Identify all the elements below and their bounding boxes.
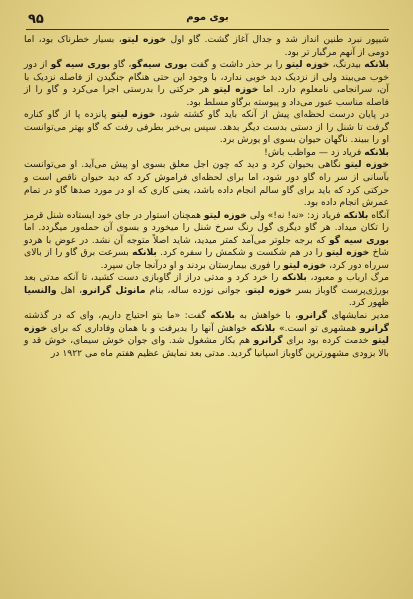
bold-name: گرانرو bbox=[253, 335, 283, 347]
text-run: را در هم شکست و شکمش را سفره کرد. bbox=[156, 247, 326, 259]
body-text bbox=[24, 34, 389, 589]
paragraph bbox=[24, 59, 389, 109]
text-run: هم بکار مشغول شد. وای جوان خوش سیمای، خوش قد و بالا بزودی مشهورترین گاوباز اسپانیا گردید. مدتی بعد نمایش عظیم هفتم ماه می ۱۹۲۲ در bbox=[24, 335, 389, 359]
text-run: فریاد زد: «نه! نه!» ولی bbox=[246, 209, 344, 221]
text-run: همشهری تو است.» bbox=[275, 322, 360, 334]
bold-name: خوزه لیتو bbox=[110, 109, 156, 121]
paragraph bbox=[24, 147, 389, 160]
bold-name: بلانکه bbox=[132, 247, 157, 259]
bold-name: بوری سیه گو bbox=[50, 59, 111, 71]
text-run: از دور خوب می‌بیند ولی از نزدیک دید خوبی ندارد، با وجود این حتی هنگام جنگیدن از فاصله نزدیک با آن، سرانجامی نامعلوم دارد. اما bbox=[24, 59, 389, 96]
bold-name: خوزه لیتو bbox=[121, 34, 167, 45]
text-run: نگاهی بحیوان کرد و دید که چون اجل معلق بسوی او پیش می‌آید. او می‌توانست بآسانی از سر راه گاو دور شود، اما برای لحظه‌ای فراموش کرد که دید حیوان ناقص است و حرکتی کرد که باید برای گاو سالم انجام داده باشد، یعنی کاری که او در مورد صدها گاو در تمام عمرش انجام داده بود. bbox=[24, 159, 389, 209]
bold-name: خوزه لیتو bbox=[283, 259, 327, 271]
header-rule bbox=[26, 29, 389, 30]
bold-name: بلانکه bbox=[250, 322, 276, 334]
text-run: را خرد کرد و مدتی دراز از گاوبازی دست کشید، تا آنکه مدتی بعد بورژی‌پرست گاوباز بسر bbox=[24, 272, 389, 296]
paragraph bbox=[24, 159, 389, 209]
text-run: فریاد زد — مواظب باش! bbox=[264, 146, 365, 158]
text-run: را فوری بیمارستان بردند و او درآنجا جان سپرد. bbox=[100, 259, 284, 271]
bold-name: خوزه لیتو bbox=[24, 322, 389, 347]
bold-name: مانوئل گرانرو bbox=[82, 284, 146, 296]
text-run: ، جوانی نوزده ساله، بنام bbox=[145, 284, 248, 296]
bold-name: خوزه لیتو bbox=[247, 284, 292, 296]
bold-name: بوری سیه گو bbox=[329, 234, 389, 246]
bold-name: خوزه لیتو bbox=[325, 247, 370, 259]
text-run: مدیر نمایشهای bbox=[327, 310, 390, 322]
text-run: ، بسیار خطرناک بود، اما دومی از آنهم مرگبار تر بود. bbox=[24, 34, 389, 58]
bold-name: بلانکه bbox=[282, 272, 307, 284]
text-run: خدمت کرده بود برای bbox=[282, 335, 373, 347]
text-run: گفت: «ما بتو احتیاج داریم، وای که در گذشته bbox=[24, 310, 211, 322]
text-run: پانزده پا از گاو کناره گرفت تا شنل را از دستی بدست دیگر بدهد. سپس بی‌خبر بطرفی رفت که گاو بهتر می‌توانست او را ببیند. ناگهان حیوان بسوی او یورش برد. bbox=[24, 109, 389, 146]
paragraph bbox=[24, 310, 389, 360]
bold-name: بلانکه bbox=[364, 146, 389, 158]
text-run: در پایان درست لحظه‌ای پیش از آنکه باید گاو کشته شود، bbox=[155, 109, 389, 121]
bold-name: خوزه لیتو bbox=[344, 159, 389, 171]
text-run: را بر حذر داشت و گفت bbox=[187, 59, 286, 71]
text-run: بیدرنگ، bbox=[329, 59, 365, 71]
bold-name: بلانکه bbox=[210, 310, 235, 322]
running-title: بوی موم bbox=[186, 12, 229, 23]
text-run: هر حرکتی را بدرستی اجرا می‌کرد و گاو را از فاصله مناسب عبور می‌داد و پیوسته برگاو مسلط بود. bbox=[24, 84, 389, 108]
bold-name: خوزه لیتو bbox=[213, 84, 259, 96]
text-run: ، با خواهش به bbox=[235, 310, 299, 322]
text-run: مرگ ارباب و معبود، bbox=[306, 272, 389, 284]
text-run: که برجه جلوتر می‌آمد کمتر میدید، شاید اصلاً متوجه آن نشد. در عوض با هردو شاخ bbox=[24, 234, 389, 259]
text-run: ، گاو bbox=[110, 59, 132, 71]
bold-name: گرانرو bbox=[359, 322, 390, 334]
bold-name: بلانکه bbox=[343, 209, 369, 221]
paragraph bbox=[24, 210, 389, 273]
bold-name: والنسیا bbox=[24, 284, 57, 296]
text-run: شیپور نبرد طنین انداز شد و جدال آغاز گشت. گاو اول bbox=[166, 34, 389, 45]
bold-name: بلانکه bbox=[364, 59, 390, 71]
text-run: ظهور کرد. bbox=[348, 297, 389, 309]
page-number: ۹۵ bbox=[28, 12, 44, 27]
text-run: ، اهل bbox=[56, 284, 83, 296]
page-header bbox=[28, 10, 387, 30]
text-run: آنگاه bbox=[368, 209, 389, 221]
paragraph bbox=[24, 272, 389, 310]
text-run: خواهش آنها را بدیرفت و با همان وفاداری که برای bbox=[47, 322, 251, 334]
bold-name: خوزه لیتو bbox=[285, 59, 330, 71]
bold-name: بوری سیه‌گو bbox=[131, 59, 188, 71]
bold-name: گرانرو bbox=[298, 310, 328, 322]
paragraph bbox=[24, 34, 389, 59]
text-run: بسرعت برق گاو را از بالای سرراه دور کرد، bbox=[24, 247, 389, 271]
bold-name: خوزه لیتو bbox=[203, 209, 247, 221]
paragraph bbox=[24, 109, 389, 147]
text-run: همچنان استوار در جای خود ایستاده شنل قرمز را تکان میداد. هر گاو دیگری گول رنگ سرخ شنل را میخورد و بسوی آن حمله‌ور میگردد. اما bbox=[24, 209, 389, 234]
